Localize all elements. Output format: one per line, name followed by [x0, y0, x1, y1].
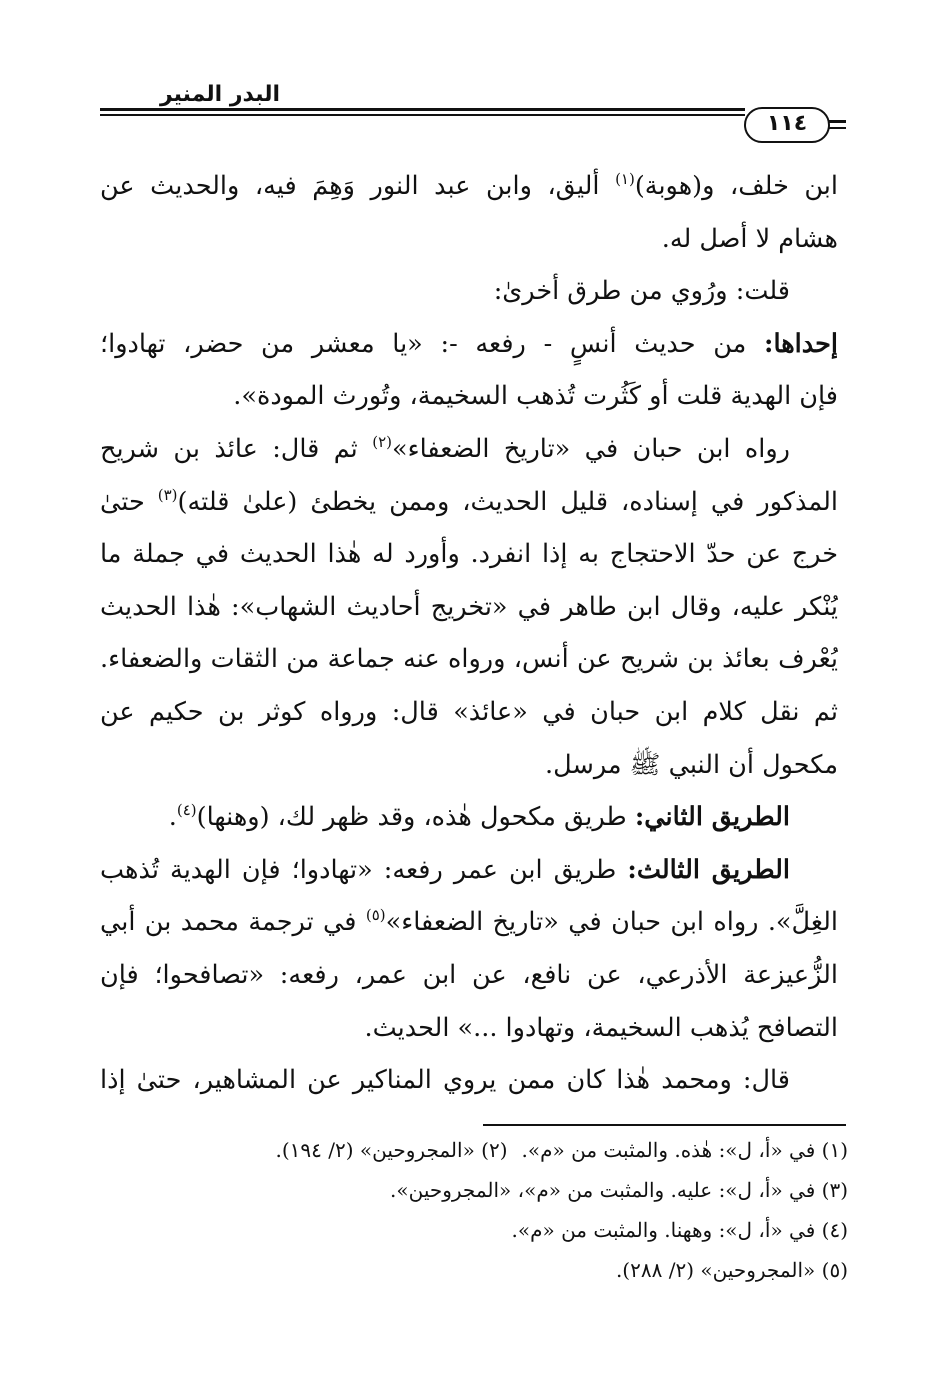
text: من حديث أنسٍ - رفعه -: «يا معشر من حضر، تهادوا؛	[100, 328, 765, 359]
text-line-14	[100, 844, 838, 897]
text-line-9: يُنْكر عليه، وقال ابن طاهر في «تخريج أحاديث الشهاب»: هٰذا الحديث	[100, 591, 838, 622]
text: .	[168, 802, 177, 833]
footnotes	[160, 1130, 848, 1290]
text: رواه ابن حبان في «تاريخ الضعفاء»	[391, 433, 790, 464]
text-line-13	[100, 791, 838, 844]
text-line-2: هشام لا أصل له.	[661, 223, 838, 254]
header-rule-bottom	[100, 114, 745, 116]
text: في ترجمة محمد بن أبي	[100, 907, 366, 938]
text: حتىٰ	[100, 486, 158, 517]
text-line-6	[100, 423, 838, 476]
footnote-3: (٣) في «أ، ل»: عليه. والمثبت من «م»، «المجروحين».	[390, 1178, 848, 1202]
text: ابن خلف، و(هوبة)	[634, 171, 838, 201]
text: ثم قال: عائذ بن شريح	[100, 433, 373, 464]
footnote-2: (٢) «المجروحين» (٢/ ١٩٤).	[275, 1138, 508, 1162]
footnote-ref-1: (١)	[615, 170, 635, 188]
text-line-18: قال: ومحمد هٰذا كان ممن يروي المناكير عن المشاهير، حتىٰ إذا	[100, 1065, 790, 1096]
header-rule-right-bottom	[828, 127, 846, 129]
footnote-ref-2: (٢)	[372, 432, 392, 451]
text-line-7	[100, 476, 838, 529]
header-rule-top	[100, 108, 745, 111]
footnote-4: (٤) في «أ، ل»: وههنا. والمثبت من «م».	[511, 1218, 848, 1242]
text: أليق، وابن عبد النور وَهِمَ فيه، والحديث عن	[100, 171, 616, 201]
footnote-ref-4: (٤)	[176, 801, 197, 820]
text-line-10: يُعْرف بعائذ بن شريح عن أنس، ورواه عنه جماعة من الثقات والضعفاء.	[100, 644, 838, 675]
text-line-4	[100, 318, 838, 371]
text-line-17: التصافح يُذهب السخيمة، وتهادوا ...» الحديث.	[364, 1012, 838, 1043]
text: طريق مكحول هٰذه، وقد ظهر لك، (وهنها)	[196, 802, 635, 833]
header-rule-right-top	[828, 120, 846, 123]
text-line-15	[100, 896, 838, 949]
text-line-16: الزُّعيزعة الأذرعي، عن نافع، عن ابن عمر، رفعه: «تصافحوا؛ فإن	[100, 959, 838, 990]
section-label: الطريق الثاني:	[634, 802, 790, 833]
text: المذكور في إسناده، قليل الحديث، وممن يخطئ (علىٰ قلته)	[177, 486, 838, 517]
text-line-12: مكحول أن النبي ﷺ مرسل.	[545, 749, 838, 780]
footnote-ref-3: (٣)	[157, 485, 178, 504]
section-label: إحداها:	[764, 328, 838, 359]
footnote-line	[160, 1130, 848, 1170]
running-title: البدر المنير	[159, 82, 280, 107]
page-number: ١١٤	[744, 107, 830, 143]
footnote-separator	[483, 1124, 846, 1126]
text: الغِلَّ». رواه ابن حبان في «تاريخ الضعفاء»	[385, 907, 838, 938]
main-text	[100, 160, 838, 1107]
section-label: الطريق الثالث:	[627, 854, 791, 885]
footnote-ref-5: (٥)	[365, 906, 386, 925]
text-line-5: فإن الهدية قلت أو كَثُرت تُذهب السخيمة، وتُورث المودة».	[233, 381, 838, 412]
text-line-3: قلت: ورُوي من طرق أخرىٰ:	[493, 276, 790, 307]
footnote-1: (١) في «أ، ل»: هٰذه. والمثبت من «م».	[521, 1138, 848, 1162]
footnote-5: (٥) «المجروحين» (٢/ ٢٨٨).	[615, 1258, 848, 1282]
text-line-1	[100, 160, 838, 213]
text-line-8: خرج عن حدّ الاحتجاج به إذا انفرد. وأورد له هٰذا الحديث في جملة ما	[100, 539, 838, 570]
text-line-11: ثم نقل كلام ابن حبان في «عائذ» قال: ورواه كوثر بن حكيم عن	[100, 696, 838, 727]
text: طريق ابن عمر رفعه: «تهادوا؛ فإن الهدية تُذهب	[100, 854, 628, 885]
